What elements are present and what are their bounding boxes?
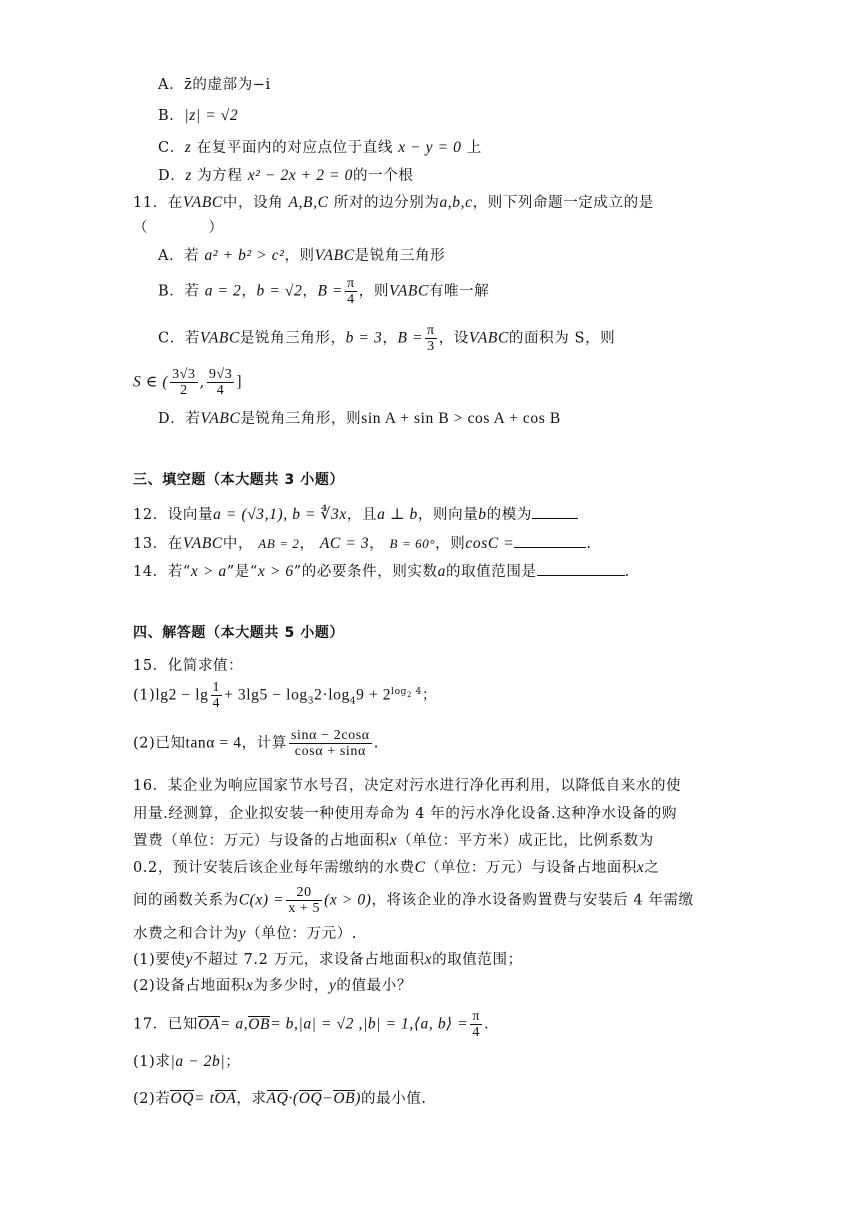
var-x: x (245, 977, 254, 994)
q16-text: (2)设备占地面积 (133, 978, 246, 994)
q11-option-c: C．若VABC是锐角三角形，b = 3，B = $\frac{\pi}{3}$ ，设VABC的面积为 S，则 (158, 323, 616, 354)
fraction-3root3-over-2 (170, 367, 197, 398)
subscript: 2 (407, 690, 413, 699)
fraction-pi-over-3 (425, 323, 437, 354)
q16-text: 的值最小？ (336, 978, 412, 994)
option-label: C．若 (158, 330, 200, 347)
q12-text: 的模为 (486, 507, 532, 523)
superscript: log (391, 686, 408, 697)
q13-text: 中， (222, 536, 254, 552)
q11-stem-text: 所对的边分别为 (333, 195, 440, 211)
option-label: B． (158, 108, 185, 124)
q14-var-a: a (437, 563, 446, 580)
triangle-symbol: VABC (200, 410, 241, 427)
q12-vectors: a = (√3,1), b = ∜3x (213, 506, 347, 523)
q17-mod-a: |a| = √2 , (298, 1015, 363, 1033)
var-z: z (185, 167, 192, 184)
q15-expr: 9 + 2 (356, 686, 392, 704)
q16-text: （单位：万元）与设备占地面积 (425, 860, 637, 876)
q16-line-4 (133, 856, 660, 877)
q12-perpendicular: a ⊥ b (377, 506, 418, 523)
fraction-1-over-4 (211, 680, 223, 711)
q11-stem-text: 在 (167, 195, 183, 211)
q17-text: 的最小值. (361, 1091, 427, 1107)
fraction-9root3-over-4 (207, 367, 234, 398)
section-title: 四、解答题（本大题共 5 小题） (133, 625, 345, 641)
option-label: C． (158, 140, 185, 156)
vector-ob: OB (248, 1015, 271, 1033)
q16-line-1 (133, 774, 681, 795)
q11-option-c-range: S ∈ ( $\frac{3√3}{2}$ , $\frac{9√3}{4}$ ] (133, 367, 243, 398)
section-solution-title (133, 622, 344, 642)
answer-blank[interactable] (514, 532, 586, 548)
answer-blank[interactable] (537, 560, 625, 576)
subscript: 3 (307, 696, 315, 707)
vector-oq: OQ (298, 1090, 323, 1107)
q16-line-6 (133, 922, 357, 943)
option-label: A．若 (158, 248, 200, 264)
triangle-symbol: VABC (182, 535, 223, 552)
q16-part-2 (133, 974, 412, 995)
fraction-denominator: 4 (347, 292, 355, 307)
q16-text: ，将该企业的净水设备购置费与安装后 4 年需缴 (371, 892, 694, 909)
q16-text: （单位：万元）. (246, 926, 358, 942)
fraction-numerator: π (472, 1009, 481, 1024)
q11-option-b: B．若 a = 2，b = √2，B = $\frac{\pi}{4}$ ，则VABC有唯一解 (158, 276, 490, 307)
part-label: (1)求 (133, 1054, 171, 1070)
q13-angle-b: B = 60° (389, 536, 436, 551)
q17-part-2 (133, 1087, 427, 1108)
fraction-numerator: sinα − 2cosα (290, 728, 370, 743)
paren-close: ) (355, 1090, 361, 1107)
fraction-denominator: cosα + sinα (294, 744, 366, 759)
var-z: z (184, 139, 192, 156)
range-open: S ∈ ( (133, 373, 169, 391)
q11-option-b-angle: B = (317, 282, 344, 300)
fraction-numerator: 20 (286, 885, 322, 901)
q10-option-c-tail: 上 (466, 140, 482, 156)
q10-option-d-math: x² − 2x + 2 = 0 (247, 167, 354, 184)
triangle-symbol: VABC (182, 194, 223, 211)
q10-option-b (158, 104, 238, 125)
question-number: 15．化简求值： (133, 658, 244, 674)
var-x: x (424, 951, 433, 968)
q10-option-a (158, 73, 271, 94)
option-label: B．若 (158, 283, 200, 300)
q17-text: ，求 (236, 1091, 267, 1107)
q11-option-d (158, 407, 561, 428)
q17-eq: = b, (270, 1015, 299, 1033)
q11-option-d-math: sin A + sin B > cos A + cos B (361, 410, 561, 427)
var-c: C (414, 859, 426, 876)
q10-option-a-text: A．z̄的虚部为−i (158, 77, 271, 93)
question-number: 14．若“ (133, 564, 191, 580)
fraction-denominator: 4 (212, 696, 221, 711)
q15-expr: lg2 − lg (155, 686, 209, 704)
var-y: y (238, 925, 247, 942)
range-close: ] (236, 373, 243, 391)
var-x: x (389, 832, 398, 849)
q12 (133, 503, 578, 524)
vector-ob: OB (333, 1090, 356, 1107)
q11-option-d-text: 是锐角三角形，则 (240, 411, 362, 427)
q16-text: 间的函数关系为 (133, 892, 239, 909)
vector-oa: OA (197, 1015, 220, 1033)
q11-stem-text: ，则下列命题一定成立的是 (472, 195, 654, 211)
q16-text: 0.2，预计安装后该企业每年需缴纳的水费 (133, 860, 415, 876)
q11-option-c-b: b = 3 (345, 329, 383, 347)
q15-expr: + 3lg5 − log (224, 686, 308, 704)
q10-option-b-math: |z| = √2 (184, 107, 239, 124)
vector-b: b (478, 506, 487, 523)
period: . (624, 564, 630, 580)
q15-text: ，计算 (241, 735, 287, 752)
q17-expr: |a − 2b| (170, 1053, 226, 1070)
q11-stem-text: 中，设角 (222, 195, 284, 211)
answer-blank[interactable] (532, 503, 578, 519)
q11-option-a (158, 244, 445, 265)
question-number: 12． (133, 507, 168, 523)
q16-text: 16．某企业为响应国家节水号召，决定对污水进行净化再利用，以降低自来水的使 (133, 778, 682, 794)
fraction-20-over-x5 (286, 885, 322, 916)
q15-part-1 (133, 680, 437, 711)
option-label: D．若 (158, 411, 201, 427)
q11-option-a-text: ，则 (284, 248, 315, 264)
sides-math: a,b,c (439, 194, 473, 211)
q15-tan: tanα = 4 (185, 734, 242, 752)
q16-text: 用量.经测算，企业拟安装一种使用寿命为 4 年的污水净化设备.这种净水设备的购 (133, 806, 678, 822)
superscript: 4 (415, 686, 422, 697)
q14-text: 的取值范围是 (445, 564, 537, 580)
answer-paren: （ ） (133, 220, 224, 236)
q16-text: 水费之和合计为 (133, 926, 239, 942)
q10-option-d (158, 164, 413, 185)
fraction-trig (289, 728, 372, 759)
fraction-pi-over-4 (345, 276, 357, 307)
var-y: y (185, 951, 194, 968)
q17-dot: ·( (288, 1090, 299, 1107)
q16-function: C(x) = (238, 891, 285, 909)
var-x: x (636, 859, 645, 876)
q11-option-c-text: ，设 (438, 330, 469, 347)
period: . (586, 536, 592, 552)
fraction-denominator: 3 (427, 339, 435, 354)
q14-text: ”的必要条件，则实数 (293, 564, 438, 580)
fraction-denominator: x + 5 (288, 901, 321, 916)
part-label: (2)已知 (133, 735, 186, 752)
q11-option-a-tail: 是锐角三角形 (354, 248, 446, 264)
q11-option-b-a: a = 2 (204, 282, 242, 300)
q11-option-b-tail: 有唯一解 (428, 283, 490, 300)
vector-oq: OQ (170, 1090, 195, 1107)
triangle-symbol: VABC (388, 282, 429, 300)
subscript: 4 (349, 696, 357, 707)
var-y: y (328, 977, 337, 994)
q16-part-1 (133, 948, 523, 969)
q13-cos: cosC = (465, 535, 515, 552)
q11-option-b-b: b = √2 (256, 282, 303, 300)
question-number: 11． (133, 195, 168, 211)
q14-condition-1: x > a (190, 563, 227, 580)
q12-text: ，则向量 (417, 507, 479, 523)
fraction-numerator: 1 (212, 680, 221, 695)
part-label: (1) (133, 687, 156, 704)
q10-option-d-text: 为方程 (197, 168, 243, 184)
q15-stem (133, 654, 243, 675)
minus: − (322, 1090, 334, 1107)
fraction-numerator: π (347, 276, 355, 291)
q16-line-3 (133, 829, 654, 850)
q11-stem (133, 191, 654, 212)
q17-part-1 (133, 1050, 240, 1071)
q13-ab: AB = 2 (258, 536, 300, 551)
punct: ； (421, 687, 437, 704)
period: . (484, 1016, 490, 1033)
triangle-symbol: VABC (468, 329, 509, 347)
q10-option-c (158, 136, 482, 157)
fraction-denominator: 4 (216, 383, 225, 398)
q15-part-2 (133, 728, 379, 759)
q11-option-c-text: 的面积为 S，则 (508, 330, 616, 347)
q12-text: 设向量 (167, 507, 214, 523)
period: . (373, 735, 379, 752)
q17-angle: ⟨a, b⟩ = (413, 1015, 469, 1033)
q16-domain: (x > 0) (324, 891, 372, 909)
section-fill-in-title (133, 469, 344, 489)
q10-option-c-math: x − y = 0 (398, 139, 462, 156)
q17-stem (133, 1009, 489, 1040)
q16-text: (1)要使 (133, 952, 186, 968)
q11-option-c-text: 是锐角三角形， (239, 330, 346, 347)
option-label: D． (158, 168, 186, 184)
q16-text: 不超过 7.2 万元，求设备占地面积 (193, 952, 425, 968)
punct: ； (225, 1054, 241, 1070)
q17-eq: = t (194, 1090, 215, 1107)
q16-text: 为多少时， (253, 978, 329, 994)
q17-mod-b: |b| = 1, (362, 1015, 414, 1033)
q10-option-c-text: 在复平面内的对应点位于直线 (196, 140, 393, 156)
q16-text: 置费（单位：万元）与设备的占地面积 (133, 833, 390, 849)
q17-eq: = a, (219, 1015, 249, 1033)
fraction-denominator: 2 (180, 383, 188, 398)
triangle-symbol: VABC (199, 329, 240, 347)
q11-answer-paren (133, 216, 224, 237)
triangle-symbol: VABC (314, 247, 355, 264)
q16-text: 之 (644, 860, 660, 876)
q13-text: ，则 (435, 536, 466, 552)
q11-option-a-math: a² + b² > c² (204, 247, 285, 264)
question-number: 17．已知 (133, 1016, 198, 1033)
q15-expr: 2·log (314, 686, 350, 704)
q16-text: 的取值范围； (432, 952, 523, 968)
q14-condition-2: x > 6 (257, 563, 294, 580)
q13-ac: AC = 3 (319, 535, 370, 552)
angles-math: A,B,C (288, 194, 329, 211)
vector-aq: AQ (266, 1090, 289, 1107)
q10-option-d-tail: 的一个根 (353, 168, 414, 184)
fraction-numerator: 3√3 (172, 367, 196, 382)
vector-oa: OA (214, 1090, 237, 1107)
fraction-denominator: 4 (472, 1025, 480, 1040)
q13: 13．在VABC中， AB = 2， AC = 3， B = 60°，则cosC = . (133, 532, 592, 553)
q16-text: （单位：平方米）成正比，比例系数为 (397, 833, 654, 849)
fraction-numerator: π (427, 323, 435, 338)
q14-text: ”是“ (226, 564, 258, 580)
part-label: (2)若 (133, 1091, 171, 1107)
q16-line-2 (133, 802, 677, 823)
section-title: 三、填空题（本大题共 3 小题） (133, 472, 345, 488)
question-number: 13．在 (133, 536, 183, 552)
q11-option-c-angle: B = (397, 329, 424, 347)
fraction-pi-over-4 (470, 1009, 482, 1040)
q14 (133, 560, 630, 581)
fraction-numerator: 9√3 (208, 367, 233, 382)
q12-text: ，且 (346, 507, 378, 523)
q16-line-5 (133, 885, 694, 916)
